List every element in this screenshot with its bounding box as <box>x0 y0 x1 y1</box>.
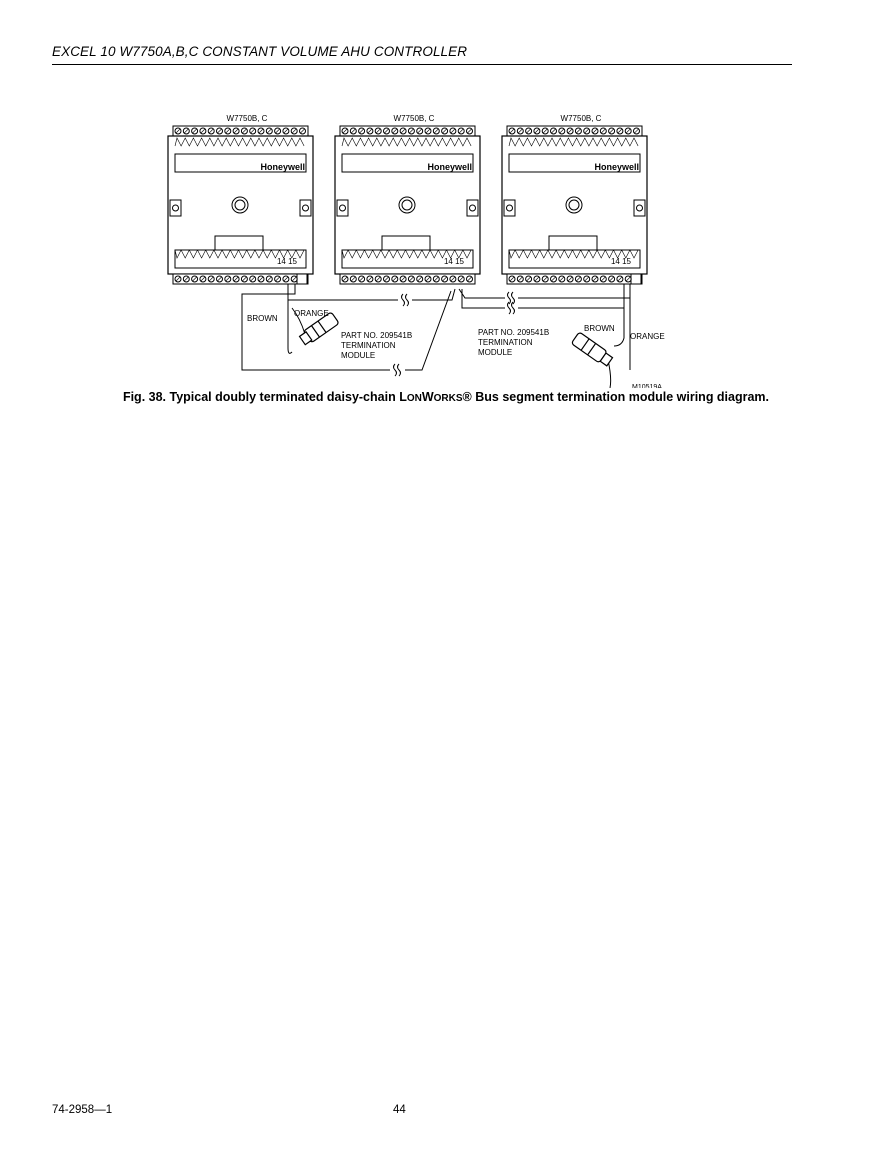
controller-1-brand: Honeywell <box>260 162 305 172</box>
figure-caption <box>0 390 892 404</box>
controller-3-top-terminals <box>507 126 642 136</box>
drawing-id: M10519A <box>632 384 662 388</box>
left-module-brown-label: BROWN <box>247 314 278 323</box>
right-module-brown-label: BROWN <box>584 324 615 333</box>
controller-2-top-terminals <box>340 126 475 136</box>
caption-suffix: ® Bus segment termination module wiring diagram. <box>462 390 770 404</box>
controller-1-model: W7750B, C <box>226 114 268 123</box>
left-module-orange-label: ORANGE <box>294 309 329 318</box>
controller-3-brand: Honeywell <box>594 162 639 172</box>
controller-3 <box>502 114 647 284</box>
controller-1-bottom-terminals <box>173 274 308 284</box>
left-termination-module <box>247 300 412 360</box>
controller-3-bottom-terminals <box>507 274 642 284</box>
caption-lon-on: ON <box>406 393 422 404</box>
left-module-part-number: PART NO. 209541B <box>341 331 413 340</box>
controller-2 <box>335 114 480 284</box>
wiring-diagram <box>160 108 680 388</box>
caption-lon-l: L <box>399 390 407 404</box>
controller-2-bottom-terminals <box>340 274 475 284</box>
left-module-termination: TERMINATION <box>341 341 396 350</box>
document-number: 74-2958—1 <box>52 1104 113 1116</box>
left-module-module: MODULE <box>341 351 376 360</box>
controller-1 <box>168 114 313 284</box>
caption-prefix: Fig. 38. Typical doubly terminated daisy-chain <box>122 390 400 404</box>
controller-2-brand: Honeywell <box>427 162 472 172</box>
caption-lon-w: W <box>421 390 434 404</box>
right-module-module: MODULE <box>478 348 513 357</box>
right-termination-module <box>478 284 665 388</box>
controller-1-top-terminals <box>173 126 308 136</box>
right-module-part-number: PART NO. 209541B <box>478 328 550 337</box>
caption-lon-orks: ORKS <box>433 393 463 404</box>
controller-2-model: W7750B, C <box>393 114 435 123</box>
header-rule <box>52 64 792 65</box>
right-module-orange-label: ORANGE <box>630 332 665 341</box>
controller-1-terminal-label: 14 15 <box>276 257 298 266</box>
page-number: 44 <box>393 1104 406 1116</box>
controller-3-model: W7750B, C <box>560 114 602 123</box>
bus-wiring <box>242 284 630 376</box>
controller-2-terminal-label: 14 15 <box>443 257 465 266</box>
right-module-termination: TERMINATION <box>478 338 533 347</box>
page-header-title: EXCEL 10 W7750A,B,C CONSTANT VOLUME AHU CONTROLLER <box>52 44 468 59</box>
controller-3-terminal-label: 14 15 <box>610 257 632 266</box>
